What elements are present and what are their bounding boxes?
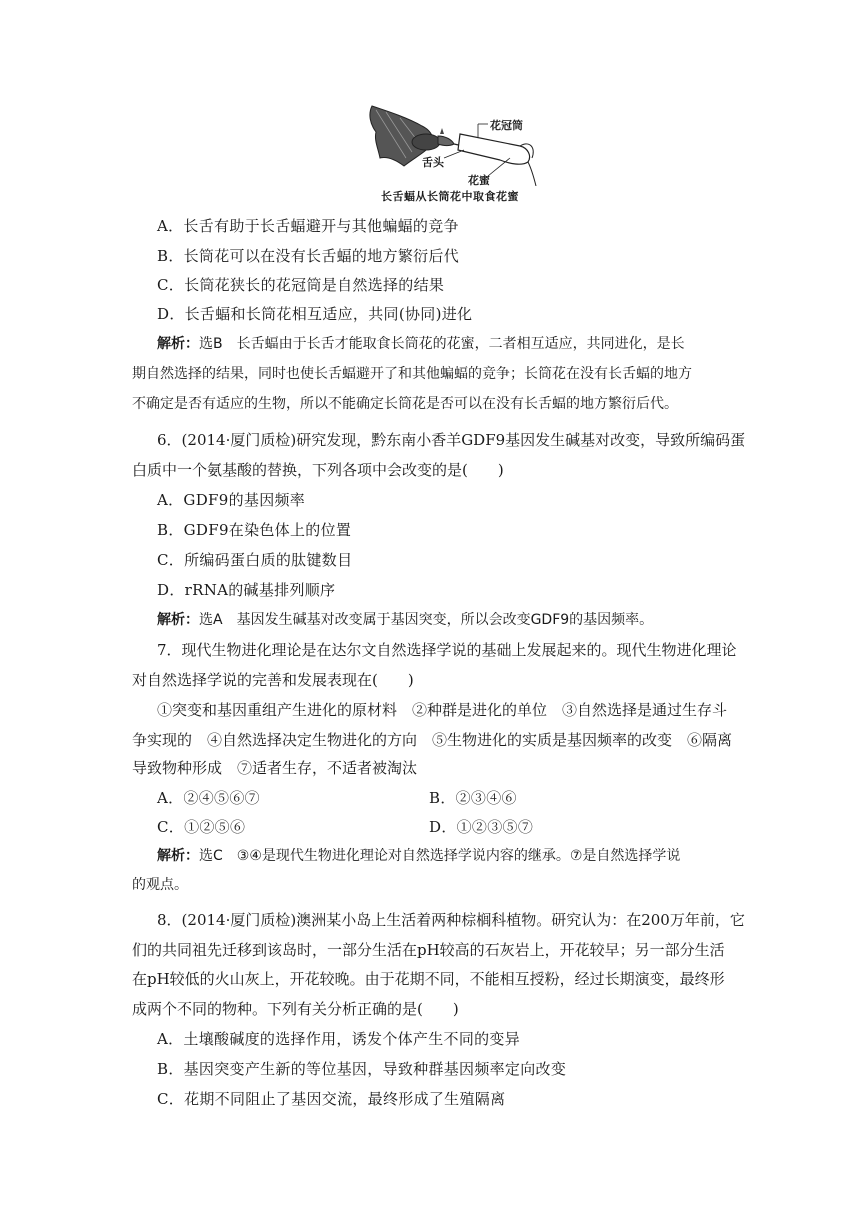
q7-analysis-line-2: 的观点。 (132, 877, 188, 893)
q8-stem-line-2: 们的共同祖先迁移到该岛时，一部分生活在pH较高的石灰岩上，开花较早；另一部分生活 (132, 941, 725, 959)
q5-option-d: D．长舌蝠和长筒花相互适应，共同(协同)进化 (157, 305, 473, 323)
q7-option-d: D．①②③⑤⑦ (429, 818, 534, 836)
q8-stem-line-1: 8．(2014·厦门质检)澳洲某小岛上生活着两种棕榈科植物。研究认为：在200万年前，它 (157, 911, 745, 929)
q8-stem-line-3: 在pH较低的火山灰上，开花较晚。由于花期不同，不能相互授粉，经过长期演变，最终形 (132, 970, 725, 988)
q6-option-b: B．GDF9在染色体上的位置 (157, 521, 352, 539)
q6-option-d: D．rRNA的碱基排列顺序 (157, 581, 336, 599)
q5-option-a: A．长舌有助于长舌蝠避开与其他蝙蝠的竞争 (157, 217, 459, 235)
q7-stem-line-2: 对自然选择学说的完善和发展表现在( ) (132, 671, 414, 689)
q7-stem-line-1: 7．现代生物进化理论是在达尔文自然选择学说的基础上发展起来的。现代生物进化理论 (157, 641, 737, 659)
q7-analysis-label: 解析： (157, 848, 199, 864)
figure-caption: 长舌蝠从长筒花中取食花蜜 (381, 190, 519, 203)
q6-option-a: A．GDF9的基因频率 (157, 491, 306, 509)
q5-option-b: B．长筒花可以在没有长舌蝠的地方繁衍后代 (157, 247, 460, 265)
q7-items-line-1: ①突变和基因重组产生进化的原材料 ②种群是进化的单位 ③自然选择是通过生存斗 (157, 701, 728, 719)
q5-option-c: C．长筒花狭长的花冠筒是自然选择的结果 (157, 276, 445, 294)
label-corolla-tube: 花冠筒 (490, 119, 523, 132)
label-nectar: 花蜜 (468, 174, 490, 187)
q6-stem-line-2: 白质中一个氨基酸的替换，下列各项中会改变的是( ) (132, 461, 504, 479)
q5-analysis-line-3: 不确定是否有适应的生物，所以不能确定长筒花是否可以在没有长舌蝠的地方繁衍后代。 (132, 396, 678, 412)
q8-option-c: C．花期不同阻止了基因交流，最终形成了生殖隔离 (157, 1090, 506, 1108)
q8-option-a: A．土壤酸碱度的选择作用，诱发个体产生不同的变异 (157, 1030, 521, 1048)
q6-analysis: 解析：选A 基因发生碱基对改变属于基因突变，所以会改变GDF9的基因频率。 (157, 612, 654, 628)
q7-items-line-3: 导致物种形成 ⑦适者生存，不适者被淘汰 (132, 759, 418, 777)
q5-analysis-label: 解析： (157, 336, 199, 352)
q8-stem-line-4: 成两个不同的物种。下列有关分析正确的是( ) (132, 1000, 459, 1018)
q7-option-a: A．②④⑤⑥⑦ (157, 789, 260, 807)
q5-analysis-line-2: 期自然选择的结果，同时也使长舌蝠避开了和其他蝙蝠的竞争；长筒花在没有长舌蝠的地方 (132, 366, 692, 382)
q8-option-b: B．基因突变产生新的等位基因，导致种群基因频率定向改变 (157, 1060, 567, 1078)
q6-stem-line-1: 6．(2014·厦门质检)研究发现，黔东南小香羊GDF9基因发生碱基对改变，导致所编码蛋 (157, 431, 746, 449)
bat-flower-illustration (360, 100, 540, 186)
q7-items-line-2: 争实现的 ④自然选择决定生物进化的方向 ⑤生物进化的实质是基因频率的改变 ⑥隔离 (132, 731, 733, 749)
q7-analysis-line-1: 解析：选C ③④是现代生物进化理论对自然选择学说内容的继承。⑦是自然选择学说 (157, 848, 681, 864)
q5-analysis-line-1: 解析：选B 长舌蝠由于长舌才能取食长筒花的花蜜，二者相互适应，共同进化，是长 (157, 336, 685, 352)
label-tongue: 舌头 (422, 156, 444, 169)
q7-option-c: C．①②⑤⑥ (157, 818, 246, 836)
q7-option-b: B．②③④⑥ (429, 789, 517, 807)
q6-option-c: C．所编码蛋白质的肽键数目 (157, 551, 353, 569)
q6-analysis-label: 解析： (157, 612, 199, 628)
